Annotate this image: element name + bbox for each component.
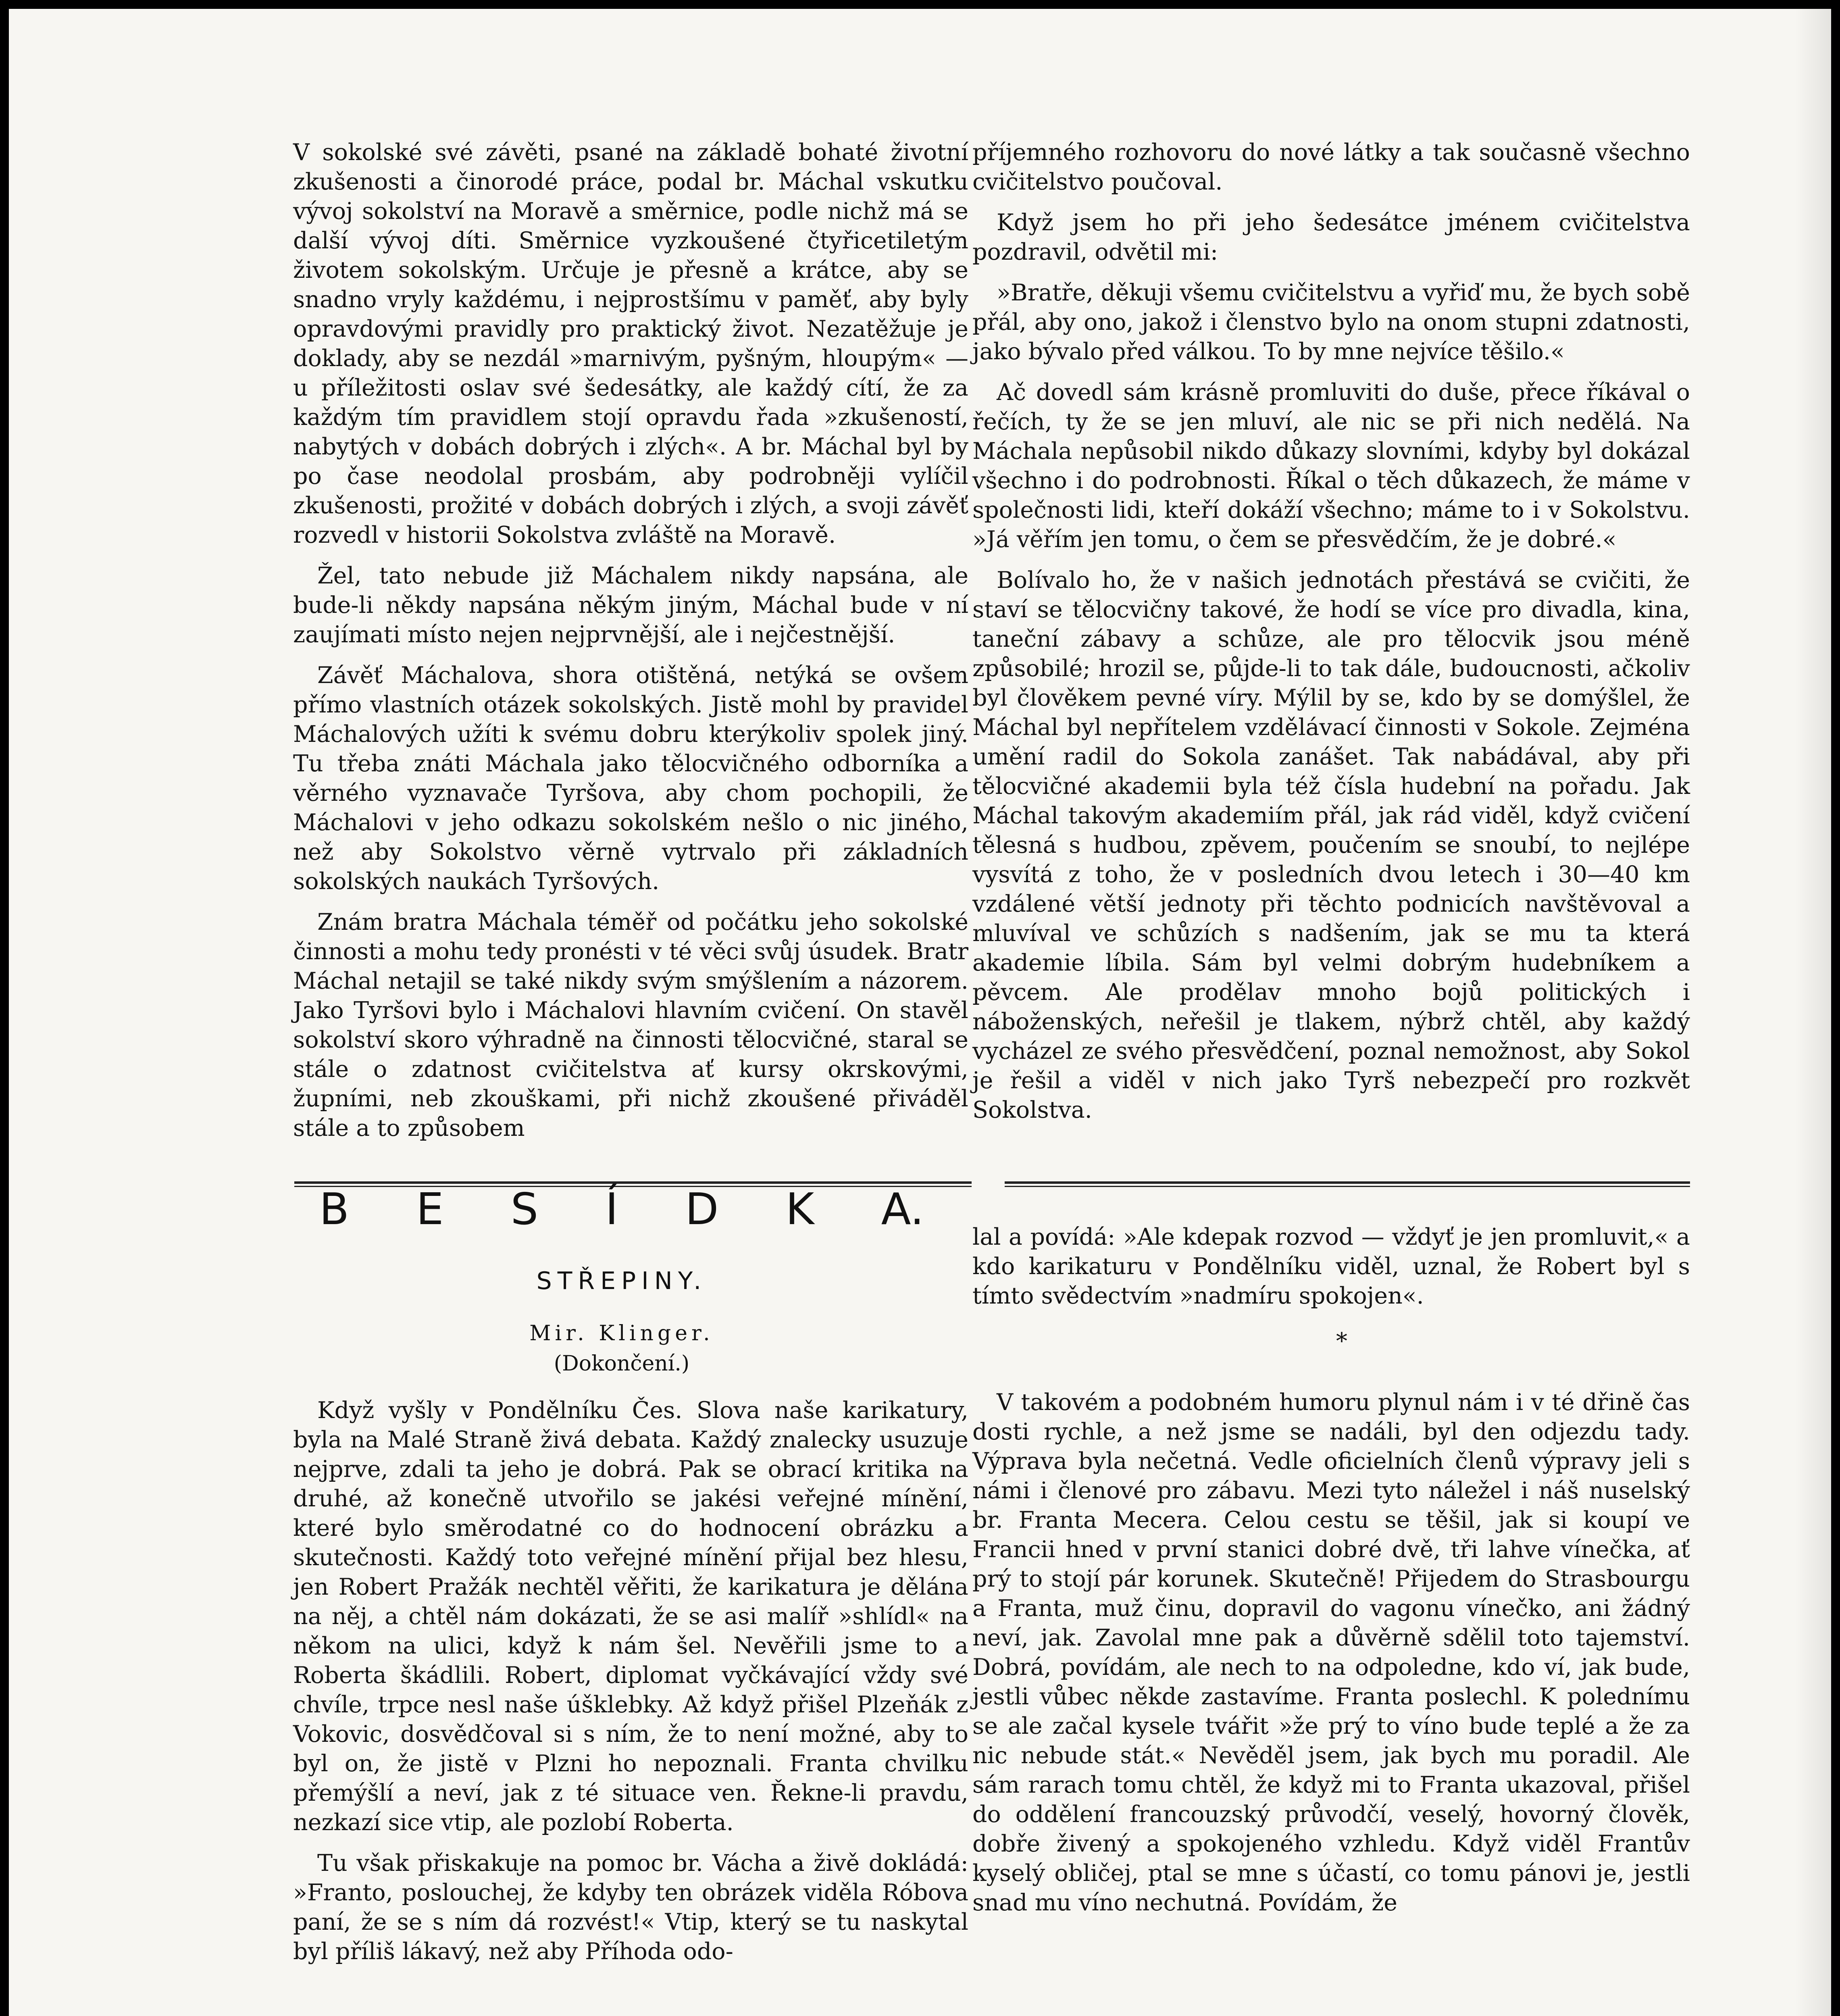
- paragraph: Žel, tato nebude již Máchalem nikdy napsána, ale bude-li někdy napsána někým jiným, Máchal bude v ní zaujímati místo nejen nejprvnější, ale i nejčestnější.: [293, 562, 968, 648]
- bottom-right-column: [972, 1388, 1690, 1929]
- paragraph: Znám bratra Máchala téměř od počátku jeho sokolské činnosti a mohu tedy pronésti v té věci svůj úsudek. Bratr Máchal netajil se také nikdy svým smýšlením a názorem. Jako Tyršovi bylo i Máchalovi hlavním cvičení. On stavěl sokolství skoro výhradně na činnosti tělocvičné, staral se stále o zdatnost cvičitelstva ať kursy okrskovými, župními, neb zkouškami, při nichž zkoušené přiváděl stále a to způsobem: [293, 909, 968, 1141]
- paragraph: Tu však přiskakuje na pomoc br. Vácha a živě dokládá: »Franto, poslouchej, že kdyby ten obrázek viděla Róbova paní, že se s ním dá rozvést!« Vtip, který se tu naskytal byl příliš lákavý, než aby Příhoda odo-: [293, 1850, 968, 1965]
- paragraph: Když jsem ho při jeho šedesátce jménem cvičitelstva pozdravil, odvětil mi:: [972, 209, 1690, 265]
- title-letter: K: [785, 1184, 814, 1235]
- article-author: Mir. Klinger.: [529, 1321, 714, 1345]
- divider-right: [1005, 1181, 1690, 1187]
- title-letter: E: [416, 1184, 444, 1235]
- paragraph: V sokolské své závěti, psané na základě bohaté životní zkušenosti a činorodé práce, podal br. Máchal vskutku vývoj sokolství na Moravě a směrnice, podle nichž má se další vývoj díti. Směrnice vyzkoušené čtyřicetiletým životem sokolským. Určuje je přesně a krátce, aby se snadno vryly každému, i nejprostšímu v paměť, aby byly opravdovými pravidly pro praktický život. Nezatěžuje je doklady, aby se nezdál »marnivým, pyšným, hloupým« — u příležitosti oslav své šedesátky, ale každý cítí, že za každým tím pravidlem stojí opravdu řada »zkušeností, nabytých v dobách dobrých i zlých«. A br. Máchal byl by po čase neodolal prosbám, aby podrobněji vylíčil zkušenosti, prožité v dobách dobrých i zlých, a svoji závěť rozvedl v historii Sokolstva zvláště na Moravě.: [293, 139, 968, 548]
- article-subtitle: STŘEPINY.: [536, 1267, 707, 1295]
- bottom-left-column: [293, 1396, 968, 1978]
- paragraph: Závěť Máchalova, shora otištěná, netýká se ovšem přímo vlastních otázek sokolských. Jistě mohl by pravidel Máchalových užíti k svému dobru kterýkoliv spolek jiný. Tu třeba znáti Máchala jako tělocvičného odborníka a věrného vyznavače Tyršova, aby chom pochopili, že Máchalovi v jeho odkazu sokolském nešlo o nic jiného, než aby Sokolstvo věrně vytrvalo při základních sokolských naukách Tyršových.: [293, 662, 968, 895]
- paragraph: Když vyšly v Pondělníku Čes. Slova naše karikatury, byla na Malé Straně živá debata. Každý znalecky usuzuje nejprve, zdali ta jeho je dobrá. Pak se obrací kritika na druhé, až konečně utvořilo se jakési veřejné mínění, které bylo směrodatné co do hodnocení obrázku a skutečnosti. Každý toto veřejné mínění přijal bez hlesu, jen Robert Pražák nechtěl věřiti, že karikatura je dělána na něj, a chtěl nám dokázati, že se asi malíř »shlídl« na někom na ulici, když k nám šel. Nevěřili jsme to a Roberta škádlili. Robert, diplomat vyčkávající vždy své chvíle, trpce nesl naše úšklebky. Až když přišel Plzeňák z Vokovic, dosvědčoval si s ním, že to není možné, aby to byl on, že jistě v Plzni ho nepoznali. Franta chvilku přemýšlí a neví, jak z té situace ven. Řekne-li pravdu, nezkazí sice vtip, ale pozlobí Roberta.: [293, 1397, 968, 1836]
- title-letter: B: [319, 1184, 350, 1235]
- title-letter: A.: [881, 1184, 924, 1235]
- paragraph: lal a povídá: »Ale kdepak rozvod — vždyť je jen promluvit,« a kdo karikaturu v Pondělníku viděl, uznal, že Robert byl s tímto svědectvím »nadmíru spokojen«.: [972, 1224, 1690, 1309]
- paragraph: Bolívalo ho, že v našich jednotách přestává se cvičiti, že staví se tělocvičny takové, že hodí se více pro divadla, kina, taneční zábavy a schůze, ale pro tělocvik jsou méně způsobilé; hrozil se, půjde-li to tak dále, budoucnosti, ačkoliv byl člověkem pevné víry. Mýlil by se, kdo by se domýšlel, že Máchal byl nepřítelem vzdělávací činnosti v Sokole. Zejména umění radil do Sokola zanášet. Tak nabádával, aby při tělocvičné akademii byla též čísla hudební na pořadu. Jak Máchal takovým akademiím přál, jak rád viděl, když cvičení tělesná s hudbou, zpěvem, poučením se snoubí, to nejlépe vysvítá z toho, že v posledních dvou letech i 30—40 km vzdálené větší jednoty při těchto podnicích navštěvoval a mluvíval ve schůzích s nadšením, jak se mu ta která akademie líbila. Sám byl velmi dobrým hudebníkem a pěvcem. Ale prodělav mnoho bojů politických i náboženských, neřešil je tlakem, nýbrž chtěl, aby každý vycházel ze svého přesvědčení, poznal nemožnost, aby Sokol je řešil a viděl v nich jako Tyrš nebezpečí pro rozkvět Sokolstva.: [972, 567, 1690, 1123]
- page-sheet: [9, 9, 1831, 2016]
- title-letter: S: [510, 1184, 539, 1235]
- section-break-asterisk: *: [1336, 1328, 1347, 1354]
- top-left-column: [293, 138, 968, 1154]
- continuation-note: (Dokončení.): [554, 1352, 690, 1376]
- bottom-right-column-top: [972, 1223, 1690, 1322]
- paragraph: příjemného rozhovoru do nové látky a tak současně všechno cvičitelstvo poučoval.: [972, 139, 1690, 195]
- page-edge-shadow: [1795, 9, 1831, 2016]
- top-right-column: [972, 138, 1690, 1136]
- paragraph: V takovém a podobném humoru plynul nám i v té dřině čas dosti rychle, a než jsme se nadáli, byl den odjezdu tady. Výprava byla nečetná. Vedle oficielních členů výpravy jeli s námi i členové pro zábavu. Mezi tyto náležel i náš nuselský br. Franta Mecera. Celou cestu se těšil, jak si koupí ve Francii hned v první stanici dobré dvě, tři lahve vínečka, ať prý to stojí pár korunek. Skutečně! Přijedem do Strasbourgu a Franta, muž činu, dopravil do vagonu vínečko, ani žádný neví, jak. Zavolal mne pak a důvěrně sdělil toto tajemství. Dobrá, povídám, ale nech to na odpoledne, kdo ví, jak bude, jestli vůbec někde zastavíme. Franta poslechl. K polednímu se ale začal kysele tvářit »že prý to víno bude teplé a že za nic nebude stát.« Nevěděl jsem, jak bych mu poradil. Ale sám rarach tomu chtěl, že když mi to Franta ukazoval, přišel do oddělení francouzský průvodčí, veselý, hovorný člověk, dobře živený a spokojeného vzhledu. Když viděl Frantův kyselý obličej, ptal se mne s účastí, co tomu pánovi je, jestli snad mu víno nechutná. Povídám, že: [972, 1389, 1690, 1916]
- title-letter: D: [685, 1184, 719, 1235]
- paragraph: »Bratře, děkuji všemu cvičitelstvu a vyřiď mu, že bych sobě přál, aby ono, jakož i členstvo bylo na onom stupni zdatnosti, jako bývalo před válkou. To by mne nejvíce těšilo.«: [972, 279, 1690, 365]
- title-letter: Í: [605, 1184, 618, 1235]
- section-title: [319, 1184, 924, 1235]
- paragraph: Ač dovedl sám krásně promluviti do duše, přece říkával o řečích, ty že se jen mluví, ale nic se při nich nedělá. Na Máchala nepůsobil nikdo důkazy slovními, kdyby byl dokázal všechno i do podrobnosti. Říkal o těch důkazech, že máme v společnosti lidi, kteří dokáží všechno; máme to i v Sokolstvu. »Já věřím jen tomu, o čem se přesvědčím, že je dobré.«: [972, 379, 1690, 553]
